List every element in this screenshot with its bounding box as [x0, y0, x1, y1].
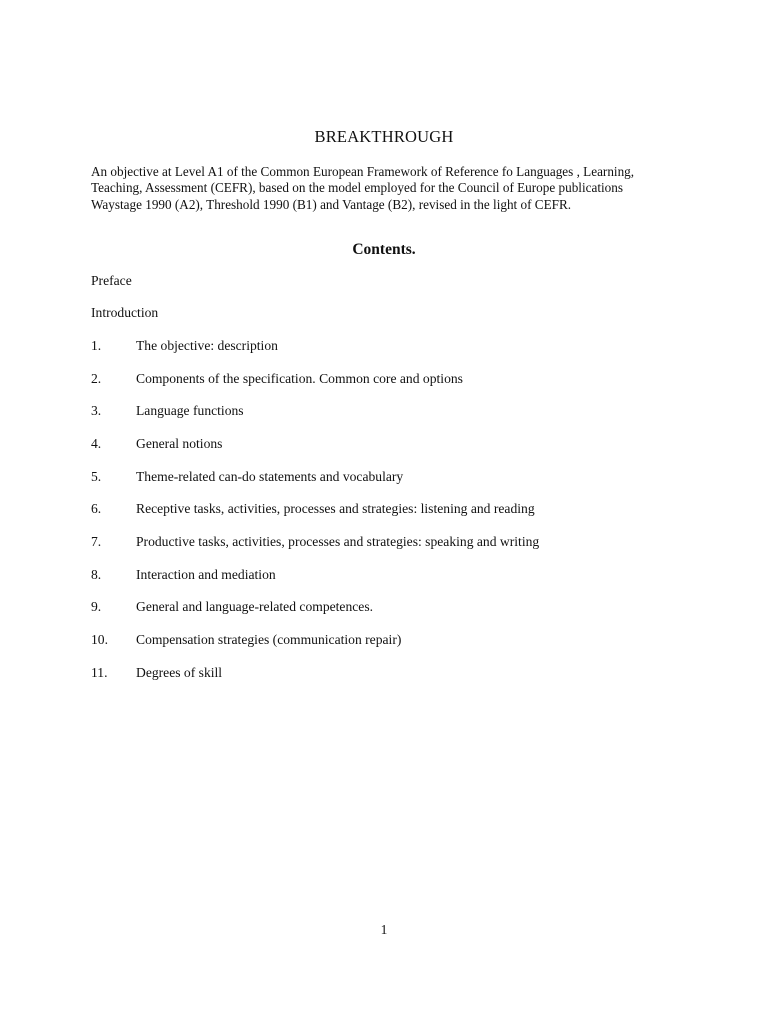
toc-item-label: Introduction	[91, 305, 159, 320]
toc-item-label: Theme-related can-do statements and vocabulary	[136, 469, 404, 484]
intro-line: Waystage 1990 (A2), Threshold 1990 (B1) and Vantage (B2), revised in the light of CEFR.	[91, 196, 572, 212]
toc-item-number: 8.	[91, 567, 102, 582]
intro-paragraph	[91, 164, 691, 213]
toc-item-label: Components of the specification. Common core and options	[136, 371, 463, 386]
toc-item-number: 9.	[91, 599, 102, 614]
toc-item-number: 1.	[91, 338, 102, 353]
toc-item-number: 3.	[91, 403, 102, 418]
toc-item-label: Compensation strategies (communication repair)	[136, 632, 402, 647]
toc-item-preface	[91, 273, 132, 289]
toc-item-label: Language functions	[136, 403, 244, 418]
contents-heading: Contents.	[352, 241, 416, 258]
toc-item-number: 7.	[91, 534, 102, 549]
toc-item-number: 6.	[91, 501, 102, 516]
toc-item-label: The objective: description	[136, 338, 278, 353]
intro-line: Teaching, Assessment (CEFR), based on the model employed for the Council of Europe publications	[91, 180, 623, 196]
toc-item-number: 10.	[91, 632, 108, 647]
toc-item-number: 5.	[91, 469, 102, 484]
intro-line: An objective at Level A1 of the Common European Framework of Reference fo Languages , Learning,	[91, 164, 635, 179]
toc-item-label: Degrees of skill	[136, 665, 223, 680]
toc-item-number: 11.	[91, 665, 108, 680]
toc-item-number: 2.	[91, 371, 102, 386]
toc-item-introduction	[91, 305, 158, 321]
toc-item-number: 4.	[91, 436, 102, 451]
toc-item-label: Receptive tasks, activities, processes and strategies: listening and reading	[136, 501, 535, 516]
toc-item-label: Productive tasks, activities, processes and strategies: speaking and writing	[136, 534, 540, 549]
page-number: 1	[380, 922, 388, 937]
toc-item-label: Preface	[91, 273, 132, 288]
document-title: BREAKTHROUGH	[314, 127, 454, 146]
toc-item-label: General and language-related competences.	[136, 599, 374, 614]
toc-item-label: General notions	[136, 436, 223, 451]
toc-item-label: Interaction and mediation	[136, 567, 276, 582]
